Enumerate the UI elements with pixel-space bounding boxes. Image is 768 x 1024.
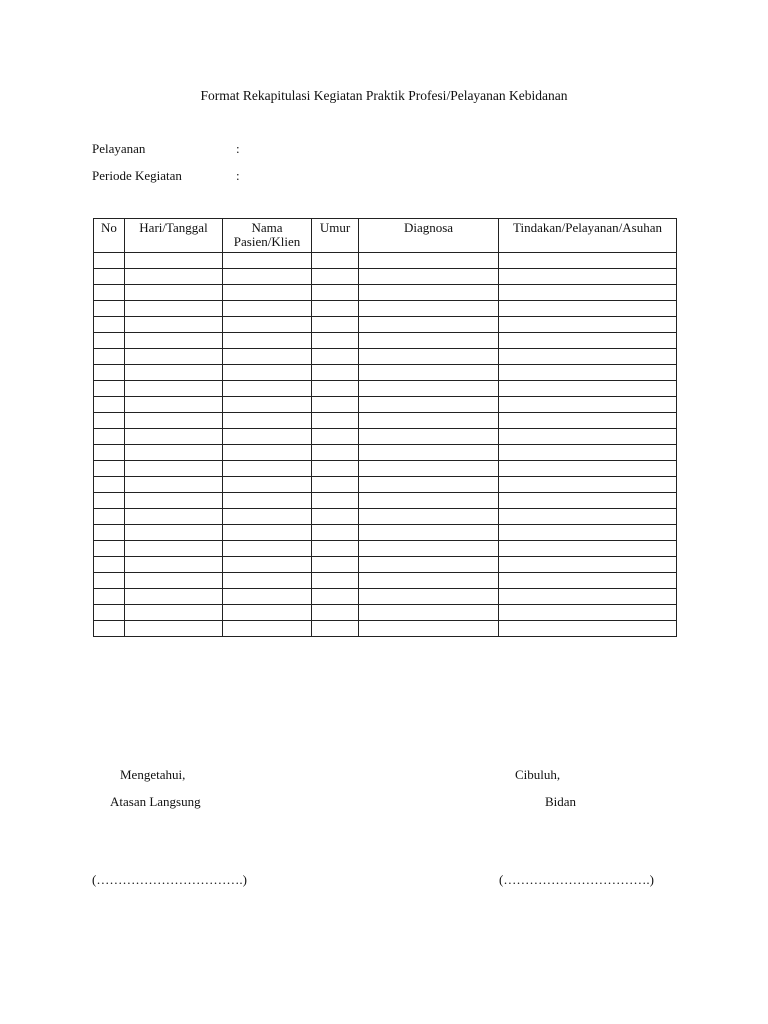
table-cell [94, 605, 125, 621]
table-cell [312, 557, 359, 573]
table-cell [94, 349, 125, 365]
table-row [94, 589, 677, 605]
table-cell [223, 301, 312, 317]
table-row [94, 557, 677, 573]
table-cell [359, 541, 499, 557]
table-row [94, 493, 677, 509]
table-cell [312, 477, 359, 493]
table-cell [359, 445, 499, 461]
table-cell [312, 573, 359, 589]
table-cell [499, 557, 677, 573]
table-row [94, 461, 677, 477]
signature-left-role: Atasan Langsung [110, 794, 201, 809]
header-nama-pasien: Nama Pasien/Klien [223, 219, 312, 253]
table-cell [312, 317, 359, 333]
table-row [94, 317, 677, 333]
table-cell [223, 349, 312, 365]
table-cell [312, 429, 359, 445]
table-row [94, 445, 677, 461]
table-row [94, 269, 677, 285]
table-cell [94, 573, 125, 589]
field-separator: : [236, 141, 240, 156]
table-row [94, 525, 677, 541]
table-cell [94, 621, 125, 637]
table-cell [94, 285, 125, 301]
table-cell [312, 365, 359, 381]
header-hari-tanggal: Hari/Tanggal [125, 219, 223, 253]
table-cell [499, 397, 677, 413]
table-cell [499, 621, 677, 637]
table-cell [312, 621, 359, 637]
header-umur: Umur [312, 219, 359, 253]
table-cell [359, 333, 499, 349]
table-cell [499, 301, 677, 317]
table-cell [312, 589, 359, 605]
table-cell [359, 413, 499, 429]
table-row [94, 381, 677, 397]
table-cell [359, 269, 499, 285]
signature-left-line1: Mengetahui, [120, 767, 186, 782]
table-cell [499, 509, 677, 525]
table-cell [312, 461, 359, 477]
table-row [94, 573, 677, 589]
table-cell [125, 301, 223, 317]
table-cell [94, 301, 125, 317]
table-cell [499, 429, 677, 445]
field-pelayanan [92, 141, 240, 157]
table-cell [125, 317, 223, 333]
table-cell [223, 317, 312, 333]
table-row [94, 621, 677, 637]
table-cell [223, 365, 312, 381]
table-cell [359, 573, 499, 589]
table-cell [312, 541, 359, 557]
table-cell [359, 605, 499, 621]
table-cell [94, 541, 125, 557]
table-cell [312, 493, 359, 509]
table-cell [499, 253, 677, 269]
table-cell [359, 589, 499, 605]
table-cell [125, 477, 223, 493]
table-cell [94, 525, 125, 541]
table-cell [499, 269, 677, 285]
table-cell [499, 525, 677, 541]
table-cell [223, 413, 312, 429]
table-cell [499, 573, 677, 589]
table-cell [223, 573, 312, 589]
table-cell [125, 413, 223, 429]
signature-right-place: Cibuluh, [515, 767, 561, 782]
table-cell [359, 557, 499, 573]
table-cell [499, 317, 677, 333]
table-cell [359, 349, 499, 365]
table-cell [125, 429, 223, 445]
header-no: No [94, 219, 125, 253]
table-cell [125, 525, 223, 541]
table-row [94, 365, 677, 381]
table-cell [223, 541, 312, 557]
table-row [94, 349, 677, 365]
table-cell [312, 253, 359, 269]
table-cell [125, 381, 223, 397]
table-cell [125, 589, 223, 605]
table-cell [312, 445, 359, 461]
table-body [94, 253, 677, 637]
table-cell [223, 333, 312, 349]
table-cell [359, 365, 499, 381]
table-cell [223, 509, 312, 525]
table-cell [312, 605, 359, 621]
table-row [94, 397, 677, 413]
signature-left-name-line: (…………………………….) [92, 872, 247, 887]
table-cell [312, 269, 359, 285]
table-cell [223, 621, 312, 637]
table-cell [94, 269, 125, 285]
table-cell [125, 269, 223, 285]
table-cell [94, 413, 125, 429]
table-cell [312, 525, 359, 541]
table-cell [94, 589, 125, 605]
table-cell [499, 413, 677, 429]
table-row [94, 413, 677, 429]
table-cell [223, 589, 312, 605]
table-row [94, 429, 677, 445]
table-row [94, 253, 677, 269]
table-cell [312, 349, 359, 365]
table-cell [359, 381, 499, 397]
signature-right-name-line: (…………………………….) [499, 872, 654, 887]
table-cell [359, 301, 499, 317]
field-periode-kegiatan [92, 168, 240, 184]
table-cell [125, 349, 223, 365]
field-label: Periode Kegiatan [92, 168, 182, 183]
table-cell [223, 269, 312, 285]
header-diagnosa: Diagnosa [359, 219, 499, 253]
table-cell [94, 445, 125, 461]
table-row [94, 333, 677, 349]
table-cell [499, 605, 677, 621]
table-cell [499, 477, 677, 493]
table-cell [499, 493, 677, 509]
table-cell [499, 349, 677, 365]
document-title: Format Rekapitulasi Kegiatan Praktik Profesi/Pelayanan Kebidanan [200, 88, 568, 103]
table-cell [94, 365, 125, 381]
table-cell [312, 301, 359, 317]
table-cell [223, 477, 312, 493]
table-cell [499, 445, 677, 461]
header-tindakan: Tindakan/Pelayanan/Asuhan [499, 219, 677, 253]
table-cell [312, 397, 359, 413]
table-cell [359, 317, 499, 333]
table-cell [125, 365, 223, 381]
table-cell [223, 445, 312, 461]
table-cell [94, 509, 125, 525]
table-cell [359, 621, 499, 637]
table-cell [223, 557, 312, 573]
table-cell [125, 493, 223, 509]
table-cell [125, 333, 223, 349]
table-cell [125, 621, 223, 637]
table-cell [223, 285, 312, 301]
table-cell [223, 397, 312, 413]
table-cell [94, 397, 125, 413]
table-row [94, 285, 677, 301]
table-cell [359, 509, 499, 525]
table-cell [125, 461, 223, 477]
table-cell [312, 413, 359, 429]
table-cell [94, 429, 125, 445]
table-cell [359, 525, 499, 541]
table-cell [223, 253, 312, 269]
table-cell [125, 573, 223, 589]
table-row [94, 541, 677, 557]
table-cell [223, 461, 312, 477]
table-cell [312, 509, 359, 525]
table-cell [359, 477, 499, 493]
table-cell [125, 541, 223, 557]
table-header-row [94, 219, 677, 253]
table-cell [125, 605, 223, 621]
table-cell [499, 365, 677, 381]
table-cell [125, 253, 223, 269]
table-cell [499, 381, 677, 397]
table-cell [94, 557, 125, 573]
table-cell [499, 541, 677, 557]
table-cell [359, 493, 499, 509]
table-cell [223, 381, 312, 397]
table-cell [359, 461, 499, 477]
table-cell [125, 397, 223, 413]
table-cell [125, 285, 223, 301]
table-cell [94, 461, 125, 477]
table-cell [499, 333, 677, 349]
table-cell [94, 317, 125, 333]
table-cell [223, 493, 312, 509]
table-cell [94, 493, 125, 509]
table-cell [94, 477, 125, 493]
table-cell [125, 557, 223, 573]
table-cell [312, 381, 359, 397]
table-cell [499, 461, 677, 477]
table-cell [359, 397, 499, 413]
table-cell [312, 285, 359, 301]
table-cell [359, 429, 499, 445]
table-row [94, 301, 677, 317]
table-cell [359, 253, 499, 269]
table-cell [94, 381, 125, 397]
table-cell [223, 605, 312, 621]
field-label: Pelayanan [92, 141, 146, 156]
field-separator: : [236, 168, 240, 183]
recap-table [93, 218, 677, 637]
signature-right-role: Bidan [545, 794, 577, 809]
table-cell [499, 589, 677, 605]
table-row [94, 477, 677, 493]
table-cell [94, 333, 125, 349]
table-cell [223, 429, 312, 445]
table-row [94, 605, 677, 621]
table-row [94, 509, 677, 525]
table-cell [125, 445, 223, 461]
table-cell [94, 253, 125, 269]
table-cell [125, 509, 223, 525]
table-cell [223, 525, 312, 541]
table-cell [359, 285, 499, 301]
table-cell [499, 285, 677, 301]
table-cell [312, 333, 359, 349]
